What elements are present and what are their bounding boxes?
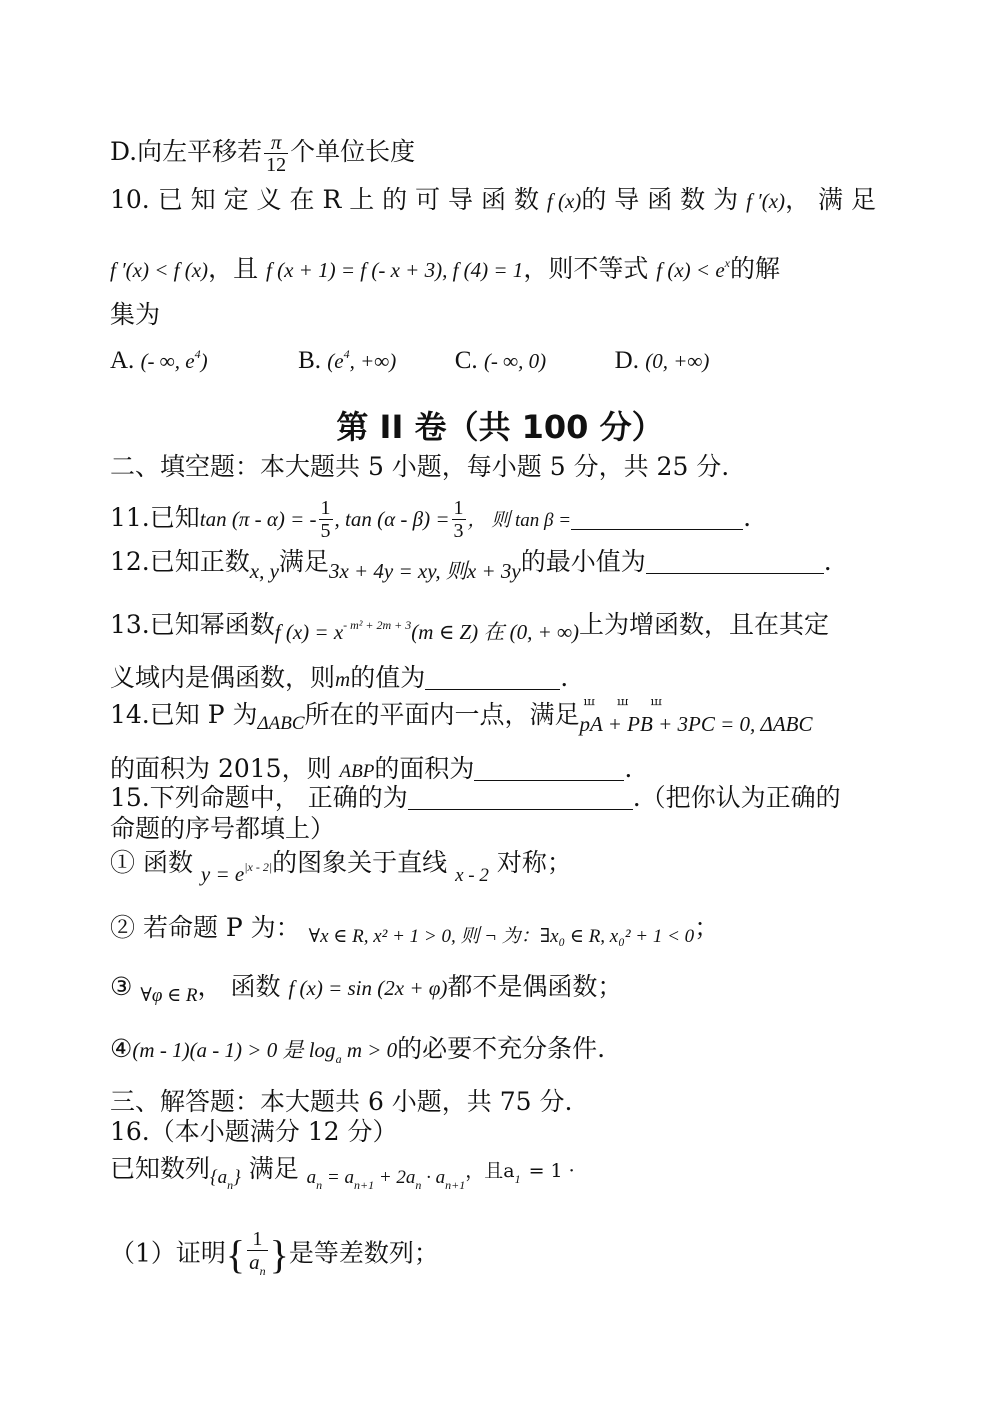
left-brace: { — [225, 1232, 246, 1277]
q13-answer-blank[interactable] — [425, 665, 560, 690]
option-d-line: D.向左平移若 $\frac{\pi}{12}$ 个单位长度 — [110, 130, 416, 176]
q12-answer-blank[interactable] — [646, 549, 824, 574]
fraction-pi-12: $\frac{\pi}{12}$ — [266, 130, 287, 176]
q15-line1: 15.下列命题中， 正确的为 .（把你认为正确的 — [110, 783, 841, 812]
q15-item4: ④(m - 1)(a - 1) > 0 是 $\log_a m > 0$的必要不充分条件. — [110, 1034, 606, 1066]
vector-arrows-icon: ꟺꟺꟺ — [583, 694, 684, 708]
q10-options — [110, 337, 709, 378]
q15-line2: 命题的序号都填上） — [110, 814, 336, 843]
q13-line2: 义域内是偶函数，则m的值为 . — [110, 663, 569, 692]
q10-line2: f ′(x) < f (x)，且 f (x + 1) = f (- x + 3), f (4) = 1，则不等式 f $(x) < e^x$的解 — [110, 254, 781, 283]
q14-line1: 14.已知 P 为$_{\Delta ABC}$所在的平面内一点，满足 ꟺꟺꟺ $_{pA + PB + 3PC = 0, \Delta ABC}$ — [110, 698, 813, 741]
q10-line3: 集为 — [110, 300, 161, 329]
q10-line1: 10. 已 知 定 义 在 R 上 的 可 导 函 数 f (x)的 导 函 数 为 f ′(x)， 满 足 — [110, 185, 876, 214]
right-brace: } — [269, 1232, 289, 1277]
q14-answer-blank[interactable] — [474, 756, 624, 781]
q12: 12.已知正数$_{x, y}$满足$_{3x + 4y = xy, 则x + 3y}$的最小值为 . — [110, 547, 832, 583]
q16-label: 16.（本小题满分 12 分） — [110, 1117, 398, 1146]
q15-item1: ① 函数 $_{y = e}$|x - 2|的图象关于直线 $_{x - 2}$ 对称； — [110, 848, 572, 886]
fill-heading: 二、填空题：本大题共 5 小题，每小题 5 分，共 25 分. — [110, 452, 730, 481]
section-title: 第 II 卷（共 100 分） — [336, 408, 664, 446]
q11: 11.已知tan (π - α) = - $\frac{1}{5}$ , tan (α - β) = $\frac{1}{3}$ ， 则 tan β = . — [110, 497, 752, 542]
q16-part1: （1）证明{ $\frac{1}{a_n}$ }是等差数列； — [110, 1228, 439, 1278]
q15-item3: ③ $_{\forall\varphi \in R}$， 函数 f (x) = sin (2x + φ)都不是偶函数； — [110, 972, 623, 1006]
q15-item2: ② 若命题 P 为： $_{\forall x \in R, x^2 + 1 > 0, 则 \neg 为:\exists x_0 \in R, x_0^2 + 1 < 0}$； — [110, 913, 720, 947]
q10-option-b[interactable]: B. ($e^4$, +∞) — [298, 347, 397, 374]
q11-answer-blank[interactable] — [571, 505, 743, 530]
q10-option-a[interactable]: A. (- ∞, $e^4$) — [110, 347, 208, 374]
q13-line1: 13.已知幂函数$_{f (x) = x}^{- m^2 + 2m + 3}_{(m \in Z) 在 (0, + \infty)}$上为增函数，且在其定 — [110, 610, 830, 644]
q16-line2: 已知数列$_{\{a_n\}}$ 满足 $_{a_n = a_{n+1} + 2a_n \cdot a_{n+1}}$，且$a_1 = 1$ · — [110, 1154, 575, 1192]
solve-heading: 三、解答题：本大题共 6 小题，共 75 分. — [110, 1087, 573, 1116]
q14-line2: 的面积为 2015，则 ABP的面积为 . — [110, 754, 633, 783]
q15-answer-blank[interactable] — [408, 785, 633, 810]
q10-option-c[interactable]: C. (- ∞, 0) — [454, 347, 547, 374]
q10-option-d[interactable]: D. (0, +∞) — [614, 347, 710, 374]
